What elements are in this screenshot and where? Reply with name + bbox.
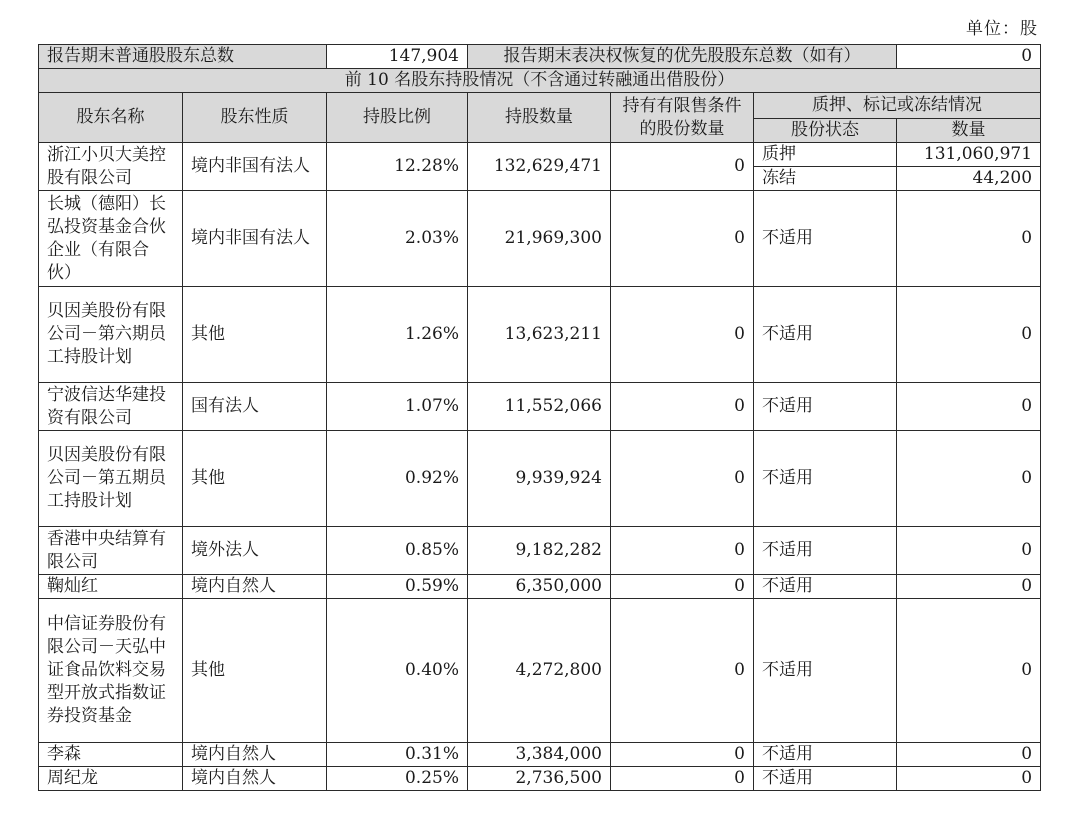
holding-quantity: 11,552,066 <box>468 383 611 431</box>
restricted-quantity: 0 <box>611 575 754 599</box>
shareholder-name: 长城（德阳）长弘投资基金合伙企业（有限合伙） <box>39 191 183 287</box>
section-title-row <box>39 69 1041 93</box>
pledge-quantity: 0 <box>897 527 1041 575</box>
restricted-quantity: 0 <box>611 383 754 431</box>
header-name: 股东名称 <box>39 93 183 143</box>
pref-holders-label: 报告期末表决权恢复的优先股股东总数（如有） <box>468 45 897 69</box>
table-row <box>39 431 1041 527</box>
common-holders-label: 报告期末普通股股东总数 <box>39 45 327 69</box>
shareholder-nature: 境内自然人 <box>183 743 327 767</box>
restricted-quantity: 0 <box>611 743 754 767</box>
pledge-quantity: 0 <box>897 191 1041 287</box>
shareholder-name: 贝因美股份有限公司－第六期员工持股计划 <box>39 287 183 383</box>
holding-ratio: 0.40% <box>327 599 468 743</box>
holding-quantity: 6,350,000 <box>468 575 611 599</box>
shareholder-nature: 其他 <box>183 431 327 527</box>
shareholder-name: 周纪龙 <box>39 767 183 791</box>
holding-ratio: 2.03% <box>327 191 468 287</box>
holding-quantity: 4,272,800 <box>468 599 611 743</box>
holding-quantity: 9,182,282 <box>468 527 611 575</box>
restricted-quantity: 0 <box>611 431 754 527</box>
pledge-status: 不适用 <box>754 383 897 431</box>
holding-quantity: 21,969,300 <box>468 191 611 287</box>
table-row <box>39 575 1041 599</box>
holding-ratio: 0.25% <box>327 767 468 791</box>
holding-quantity: 3,384,000 <box>468 743 611 767</box>
summary-row <box>39 45 1041 69</box>
header-row-1 <box>39 93 1041 119</box>
header-restricted: 持有有限售条件的股份数量 <box>611 93 754 143</box>
shareholder-nature: 其他 <box>183 287 327 383</box>
shareholder-name: 中信证券股份有限公司－天弘中证食品饮料交易型开放式指数证券投资基金 <box>39 599 183 743</box>
pledge-status: 不适用 <box>754 599 897 743</box>
section-title: 前 10 名股东持股情况（不含通过转融通出借股份） <box>39 69 1041 93</box>
shareholder-name: 鞠灿红 <box>39 575 183 599</box>
table-row <box>39 599 1041 743</box>
holding-ratio: 0.31% <box>327 743 468 767</box>
pref-holders-value: 0 <box>897 45 1041 69</box>
table-row <box>39 191 1041 287</box>
holding-ratio: 0.85% <box>327 527 468 575</box>
shareholder-nature: 境内非国有法人 <box>183 143 327 191</box>
table-row <box>39 143 1041 167</box>
pledge-quantity: 131,060,971 <box>897 143 1041 167</box>
holding-ratio: 0.92% <box>327 431 468 527</box>
pledge-quantity: 0 <box>897 743 1041 767</box>
holding-quantity: 9,939,924 <box>468 431 611 527</box>
table-row <box>39 527 1041 575</box>
shareholder-name: 浙江小贝大美控股有限公司 <box>39 143 183 191</box>
pledge-status: 不适用 <box>754 575 897 599</box>
unit-label: 单位：股 <box>966 19 1038 39</box>
shareholder-nature: 其他 <box>183 599 327 743</box>
pledge-quantity: 0 <box>897 599 1041 743</box>
table-row <box>39 287 1041 383</box>
header-ratio: 持股比例 <box>327 93 468 143</box>
holding-ratio: 12.28% <box>327 143 468 191</box>
holding-quantity: 13,623,211 <box>468 287 611 383</box>
pledge-quantity: 0 <box>897 575 1041 599</box>
shareholder-nature: 国有法人 <box>183 383 327 431</box>
holding-ratio: 1.07% <box>327 383 468 431</box>
shareholder-nature: 境外法人 <box>183 527 327 575</box>
table-row <box>39 743 1041 767</box>
restricted-quantity: 0 <box>611 767 754 791</box>
pledge-status: 不适用 <box>754 743 897 767</box>
restricted-quantity: 0 <box>611 143 754 191</box>
pledge-quantity: 0 <box>897 431 1041 527</box>
pledge-status: 不适用 <box>754 767 897 791</box>
header-pledge-group: 质押、标记或冻结情况 <box>754 93 1041 119</box>
pledge-status: 不适用 <box>754 191 897 287</box>
table-row <box>39 767 1041 791</box>
header-pledge-qty: 数量 <box>897 119 1041 143</box>
pledge-status: 冻结 <box>754 167 897 191</box>
holding-ratio: 1.26% <box>327 287 468 383</box>
holding-quantity: 132,629,471 <box>468 143 611 191</box>
holding-quantity: 2,736,500 <box>468 767 611 791</box>
holding-ratio: 0.59% <box>327 575 468 599</box>
pledge-status: 不适用 <box>754 287 897 383</box>
table-row <box>39 383 1041 431</box>
shareholder-name: 宁波信达华建投资有限公司 <box>39 383 183 431</box>
shareholder-nature: 境内非国有法人 <box>183 191 327 287</box>
header-pledge-status: 股份状态 <box>754 119 897 143</box>
restricted-quantity: 0 <box>611 599 754 743</box>
header-quantity: 持股数量 <box>468 93 611 143</box>
restricted-quantity: 0 <box>611 287 754 383</box>
restricted-quantity: 0 <box>611 527 754 575</box>
restricted-quantity: 0 <box>611 191 754 287</box>
shareholder-nature: 境内自然人 <box>183 575 327 599</box>
shareholder-name: 香港中央结算有限公司 <box>39 527 183 575</box>
shareholder-name: 贝因美股份有限公司－第五期员工持股计划 <box>39 431 183 527</box>
common-holders-value: 147,904 <box>327 45 468 69</box>
shareholder-nature: 境内自然人 <box>183 767 327 791</box>
pledge-status: 不适用 <box>754 527 897 575</box>
pledge-quantity: 44,200 <box>897 167 1041 191</box>
shareholder-name: 李森 <box>39 743 183 767</box>
pledge-quantity: 0 <box>897 767 1041 791</box>
pledge-quantity: 0 <box>897 287 1041 383</box>
shareholder-table <box>38 44 1041 791</box>
pledge-status: 质押 <box>754 143 897 167</box>
pledge-status: 不适用 <box>754 431 897 527</box>
header-nature: 股东性质 <box>183 93 327 143</box>
pledge-quantity: 0 <box>897 383 1041 431</box>
